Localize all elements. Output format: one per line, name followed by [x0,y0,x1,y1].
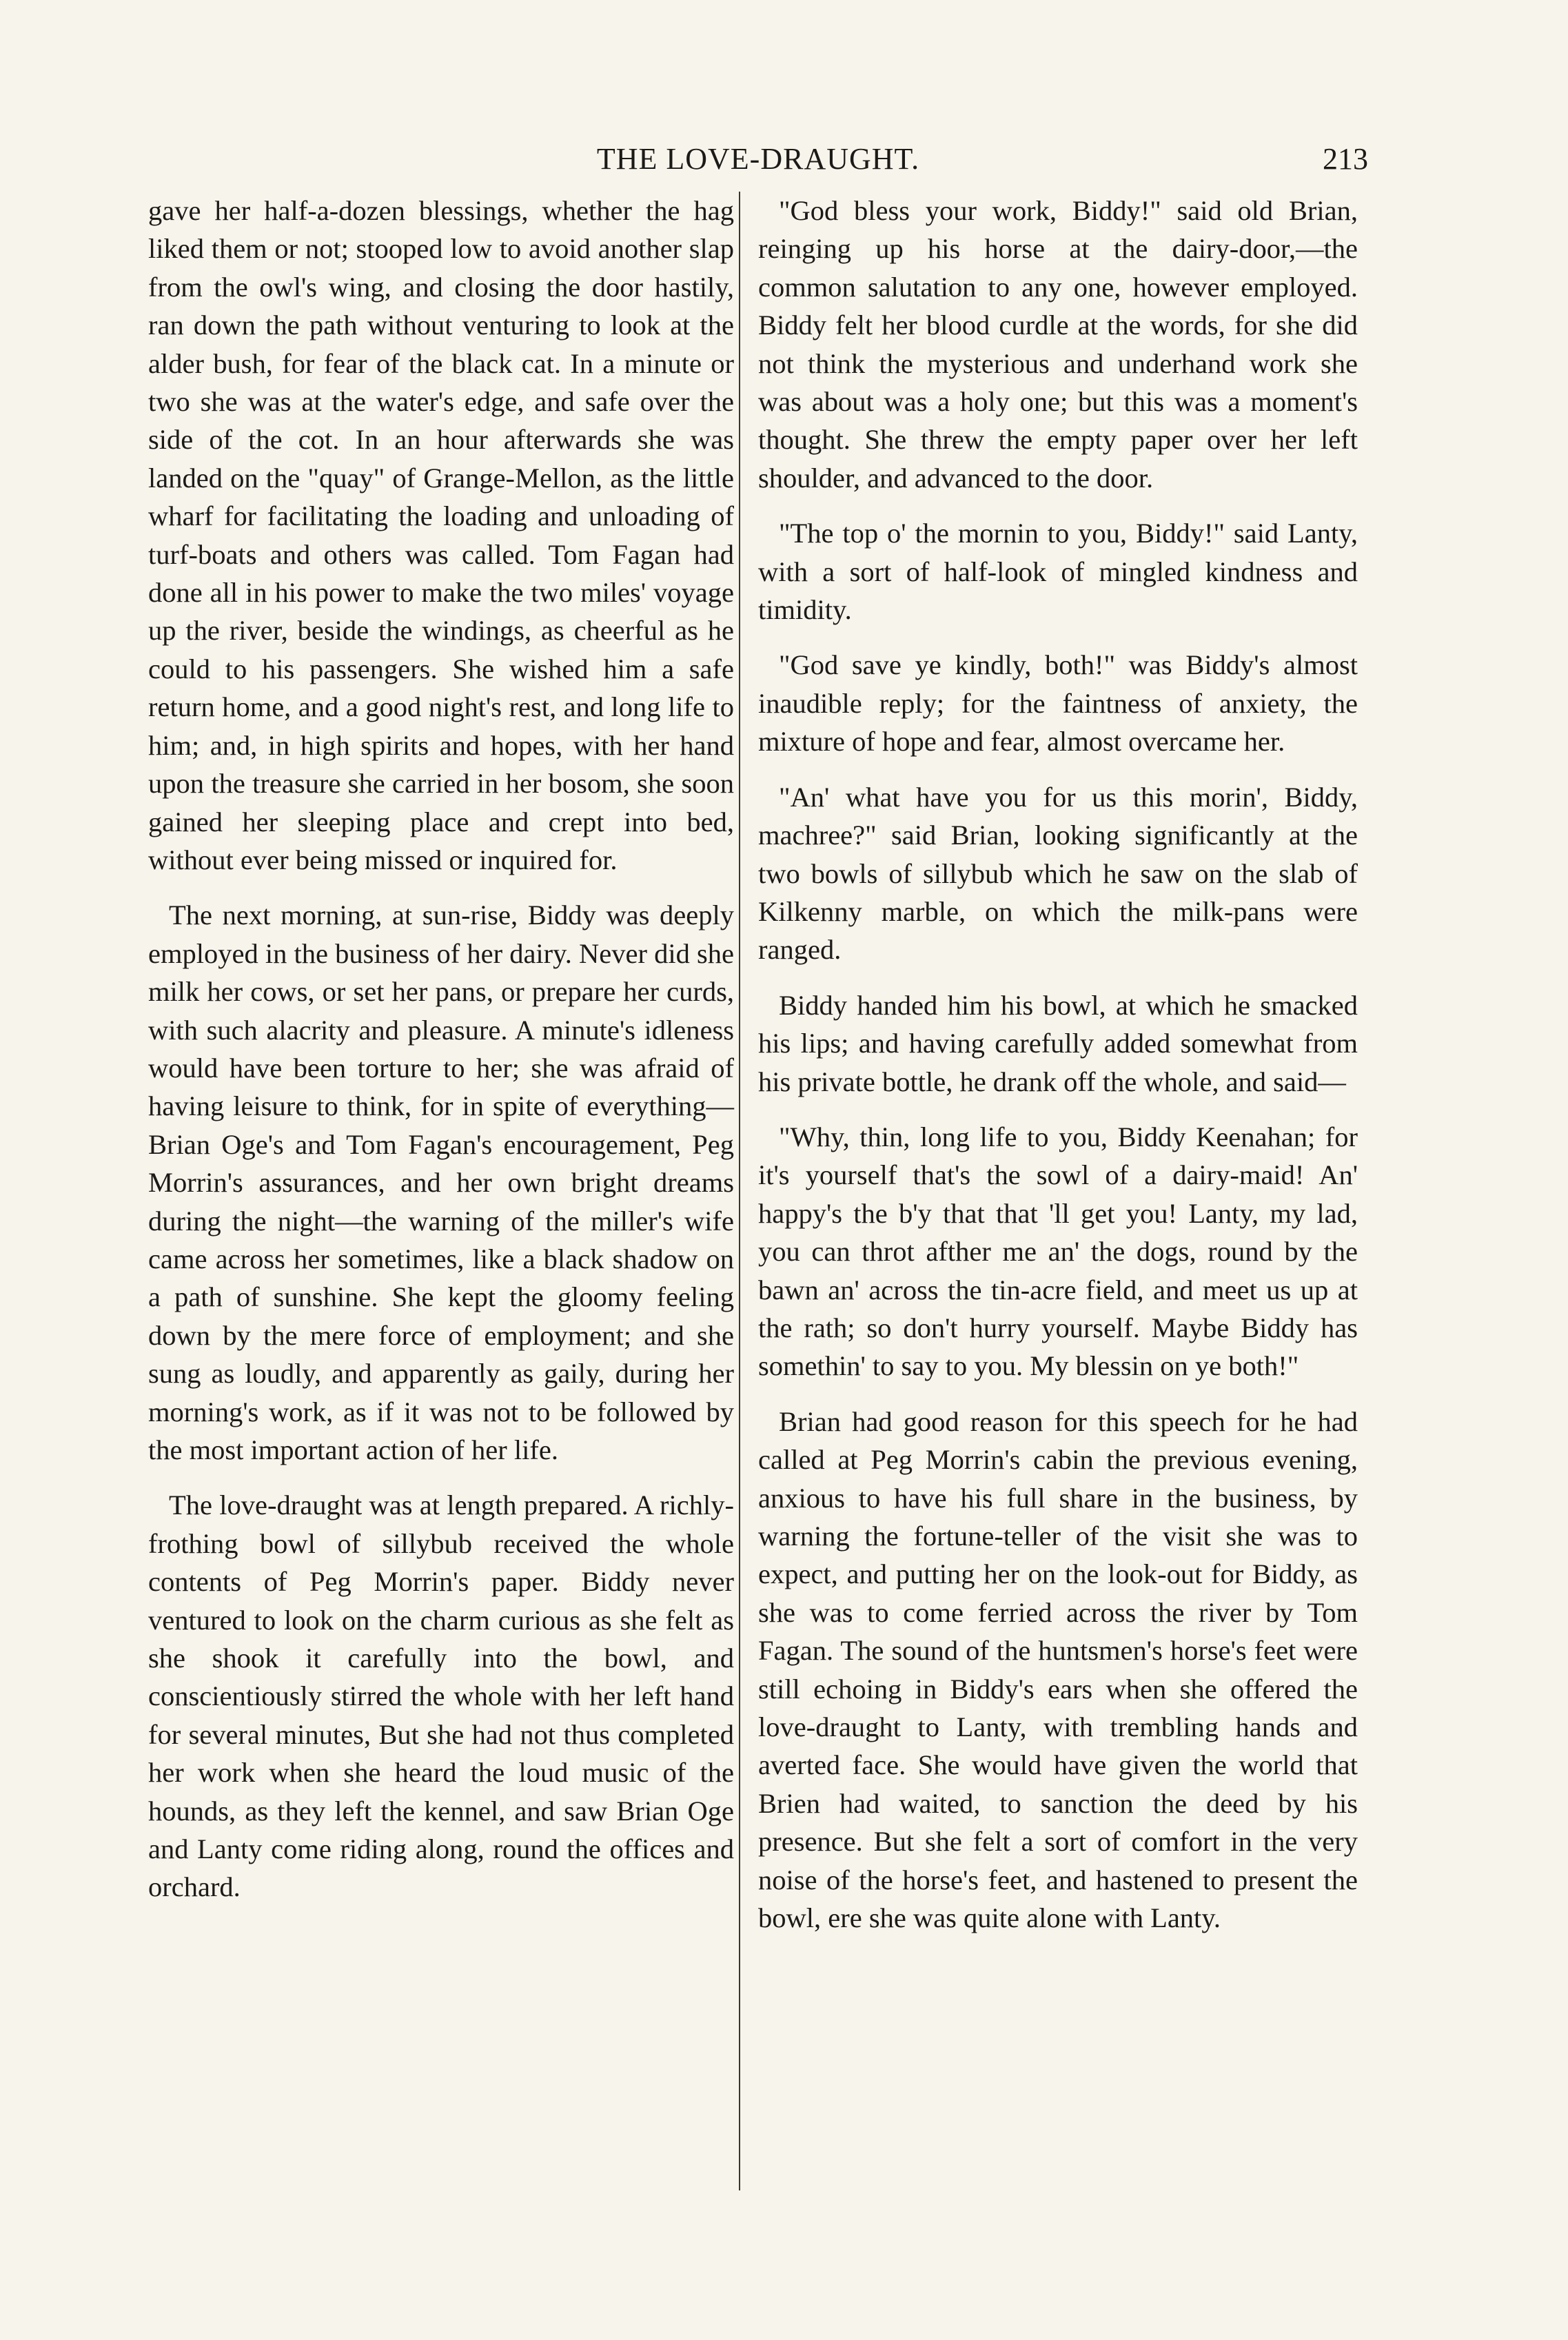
paragraph: Biddy handed him his bowl, at which he smacked his lips; and having carefully added somewhat from his private bottle, he drank off the whole, and said— [758,989,1358,1097]
page-number: 213 [1323,142,1368,176]
column-divider [739,192,740,2190]
paragraph: The love-draught was at length prepared. A richly-frothing bowl of sillybub received the whole contents of Peg Morrin's paper. Biddy never ventured to look on the charm curious as she felt as she shook it carefully into the bowl, and conscientiously stirred the whole with her left hand for several minutes, But she had not thus completed her work when she heard the loud music of the hounds, as they left the kennel, and saw Brian Oge and Lanty come riding along, round the offices and orchard. [148,1489,734,1903]
paragraph: "The top o' the mornin to you, Biddy!" said Lanty, with a sort of half-look of mingled kindness and timidity. [758,518,1358,626]
right-column [758,192,1358,1954]
paragraph: "Why, thin, long life to you, Biddy Keenahan; for it's yourself that's the sowl of a dairy-maid! An' happy's the b'y that that 'll get you! Lanty, my lad, you can throt afther me an' the dogs, round by the bawn an' across the tin-acre field, and meet us up at the rath; so don't hurry yourself. Maybe Biddy has somethin' to say to you. My blessin on ye both!" [758,1121,1358,1382]
running-title: THE LOVE-DRAUGHT. [596,142,920,176]
left-column [148,192,734,1924]
paragraph: Brian had good reason for this speech for he had called at Peg Morrin's cabin the previous evening, anxious to have his full share in the business, by warning the fortune-teller of the visit she was to expect, and putting her on the look-out for Biddy, as she was to come ferried across the river by Tom Fagan. The sound of the huntsmen's horse's feet were still echoing in Biddy's ears when she offered the love-draught to Lanty, with trembling hands and averted face. She would have given the world that Brien had waited, to sanction the deed by his presence. But she felt a sort of comfort in the very noise of the horse's feet, and hastened to present the bowl, ere she was quite alone with Lanty. [758,1405,1358,1934]
paragraph: The next morning, at sun-rise, Biddy was deeply employed in the business of her dairy. Never did she milk her cows, or set her pans, or prepare her curds, with such alacrity and pleasure. A minute's idleness would have been torture to her; she was afraid of having leisure to think, for in spite of everything—Brian Oge's and Tom Fagan's encouragement, Peg Morrin's assurances, and her own bright dreams during the night—the warning of the miller's wife came across her sometimes, like a black shadow on a path of sunshine. She kept the gloomy feeling down by the mere force of employment; and she sung as loudly, and apparently as gaily, during her morning's work, as if it was not to be followed by the most important action of her life. [148,899,734,1465]
paragraph: "God save ye kindly, both!" was Biddy's almost inaudible reply; for the faintness of anxiety, the mixture of hope and fear, almost overcame her. [758,649,1358,757]
paragraph: gave her half-a-dozen blessings, whether the hag liked them or not; stooped low to avoid another slap from the owl's wing, and closing the door hastily, ran down the path without venturing to look at the alder bush, for fear of the black cat. In a minute or two she was at the water's edge, and safe over the side of the cot. In an hour afterwards she was landed on the "quay" of Grange-Mellon, as the little wharf for facilitating the loading and unloading of turf-boats and others was called. Tom Fagan had done all in his power to make the two miles' voyage up the river, beside the windings, as cheerful as he could to his passengers. She wished him a safe return home, and a good night's rest, and long life to him; and, in high spirits and hopes, with her hand upon the treasure she carried in her bosom, she soon gained her sleeping place and crept into bed, without ever being missed or inquired for. [148,195,734,875]
paragraph: "An' what have you for us this morin', Biddy, machree?" said Brian, looking significantly at the two bowls of sillybub which he saw on the slab of Kilkenny marble, on which the milk-pans were ranged. [758,781,1358,966]
paragraph: "God bless your work, Biddy!" said old Brian, reinging up his horse at the dairy-door,—the common salutation to any one, however employed. Biddy felt her blood curdle at the words, for she did not think the mysterious and underhand work she was about was a holy one; but this was a moment's thought. She threw the empty paper over her left shoulder, and advanced to the door. [758,195,1358,494]
page-header [148,135,1368,183]
